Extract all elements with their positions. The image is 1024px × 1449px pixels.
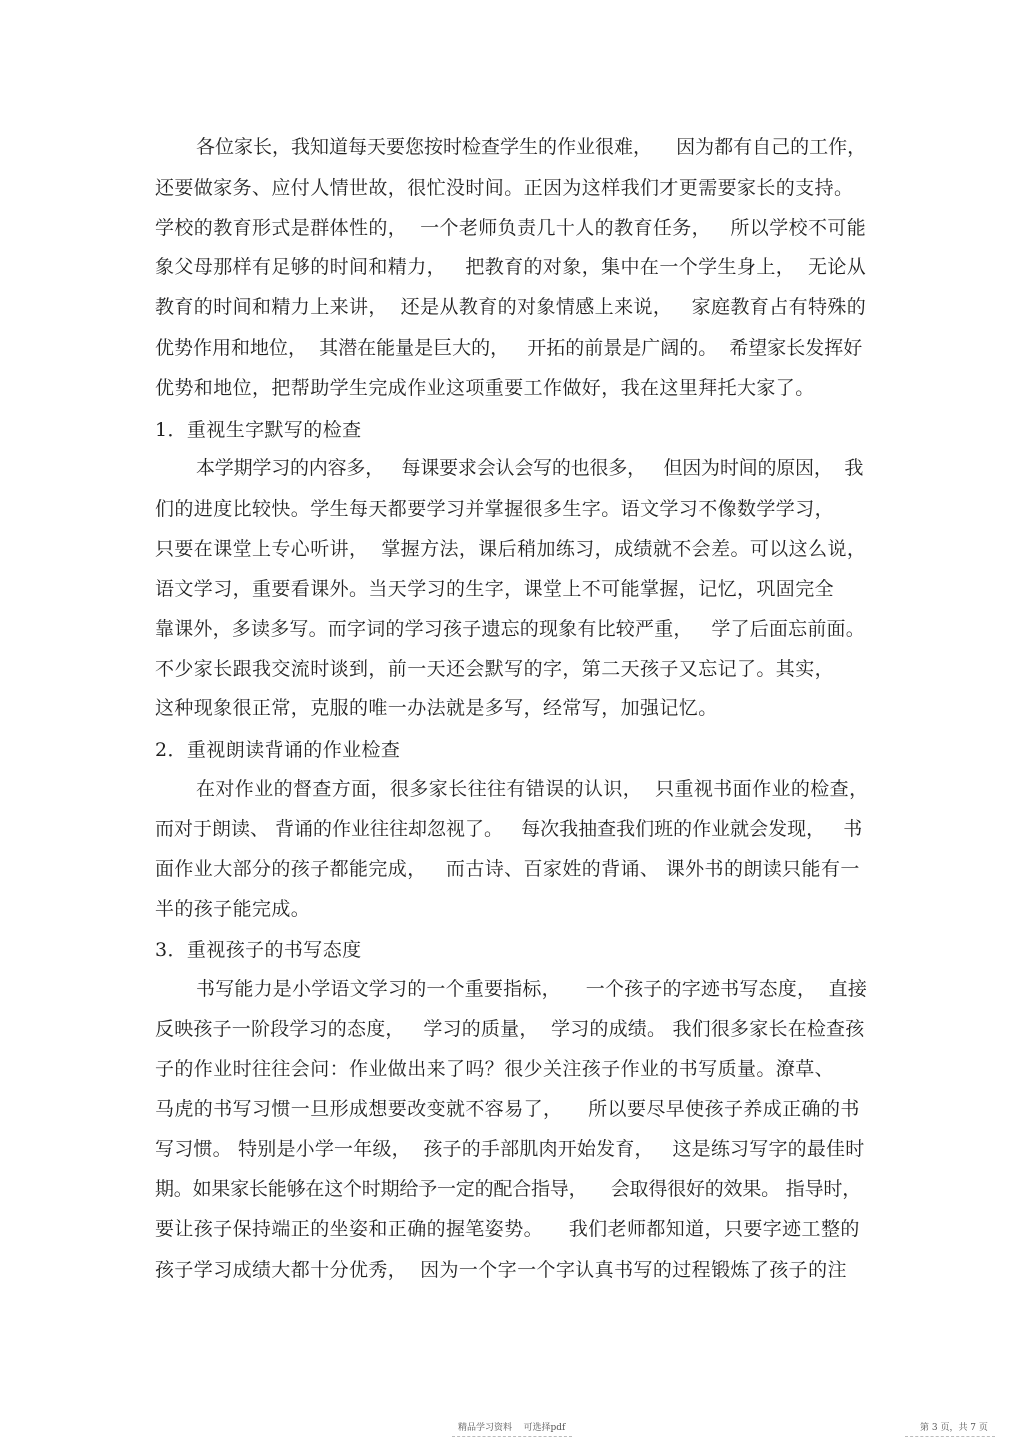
text-line: 写习惯。 特别是小学一年级， 孩子的手部肌肉开始发育， 这是练习写字的最佳时 [155, 1138, 865, 1160]
text-line: 马虎的书写习惯一旦形成想要改变就不容易了， 所以要尽早使孩子养成正确的书 [155, 1098, 860, 1120]
text-line: 2．重视朗读背诵的作业检查 [155, 739, 401, 761]
text-line: 3．重视孩子的书写态度 [155, 939, 362, 961]
text-line: 语文学习，重要看课外。当天学习的生字，课堂上不可能掌握，记忆，巩固完全 [155, 578, 835, 600]
text-line: 要让孩子保持端正的坐姿和正确的握笔姿势。 我们老师都知道，只要字迹工整的 [155, 1218, 860, 1240]
footer-right-divider [905, 1436, 995, 1437]
text-line: 反映孩子一阶段学习的态度， 学习的质量， 学习的成绩。 我们很多家长在检查孩 [155, 1018, 865, 1040]
page-number: 第 3 页，共 7 页 [920, 1423, 988, 1433]
text-line: 们的进度比较快。学生每天都要学习并掌握很多生字。语文学习不像数学学习， [155, 498, 835, 520]
text-line: 象父母那样有足够的时间和精力， 把教育的对象，集中在一个学生身上， 无论从 [155, 256, 867, 278]
text-line: 教育的时间和精力上来讲， 还是从教育的对象情感上来说， 家庭教育占有特殊的 [155, 296, 867, 318]
footer-left-text: 精品学习资料 可选择pdf [458, 1423, 566, 1433]
text-line: 这种现象很正常，克服的唯一办法就是多写，经常写，加强记忆。 [155, 697, 718, 719]
text-line: 期。如果家长能够在这个时期给予一定的配合指导， 会取得很好的效果。 指导时， [155, 1178, 862, 1200]
text-line: 各位家长，我知道每天要您按时检查学生的作业很难， 因为都有自己的工作， [196, 136, 867, 158]
text-line: 只要在课堂上专心听讲， 掌握方法，课后稍加练习，成绩就不会差。可以这么说， [155, 538, 867, 560]
text-line: 孩子学习成绩大都十分优秀， 因为一个字一个字认真书写的过程锻炼了孩子的注 [155, 1259, 847, 1281]
text-line: 靠课外，多读多写。而字词的学习孩子遗忘的现象有比较严重， 学了后面忘前面。 [155, 618, 865, 640]
text-line: 子的作业时往往会问：作业做出来了吗？很少关注孩子作业的书写质量。潦草、 [155, 1058, 835, 1080]
text-line: 优势作用和地位， 其潜在能量是巨大的， 开拓的前景是广阔的。 希望家长发挥好 [155, 337, 863, 359]
text-line: 优势和地位，把帮助学生完成作业这项重要工作做好，我在这里拜托大家了。 [155, 377, 815, 399]
text-line: 半的孩子能完成。 [155, 898, 311, 920]
text-line: 不少家长跟我交流时谈到，前一天还会默写的字，第二天孩子又忘记了。其实， [155, 658, 835, 680]
text-line: 在对作业的督查方面，很多家长往往有错误的认识， 只重视书面作业的检查， [196, 778, 869, 800]
text-line: 面作业大部分的孩子都能完成， 而古诗、百家姓的背诵、 课外书的朗读只能有一 [155, 858, 860, 880]
text-line: 书写能力是小学语文学习的一个重要指标， 一个孩子的字迹书写态度， 直接 [196, 978, 868, 1000]
text-line: 学校的教育形式是群体性的， 一个老师负责几十人的教育任务， 所以学校不可能 [155, 217, 867, 239]
text-line: 还要做家务、应付人情世故，很忙没时间。正因为这样我们才更需要家长的支持。 [155, 177, 854, 199]
footer-left-divider [452, 1436, 572, 1437]
text-line: 本学期学习的内容多， 每课要求会认会写的也很多， 但因为时间的原因， 我 [196, 457, 864, 479]
text-line: 1．重视生字默写的检查 [155, 419, 362, 441]
text-line: 而对于朗读、 背诵的作业往往却忽视了。 每次我抽查我们班的作业就会发现， 书 [155, 818, 863, 840]
